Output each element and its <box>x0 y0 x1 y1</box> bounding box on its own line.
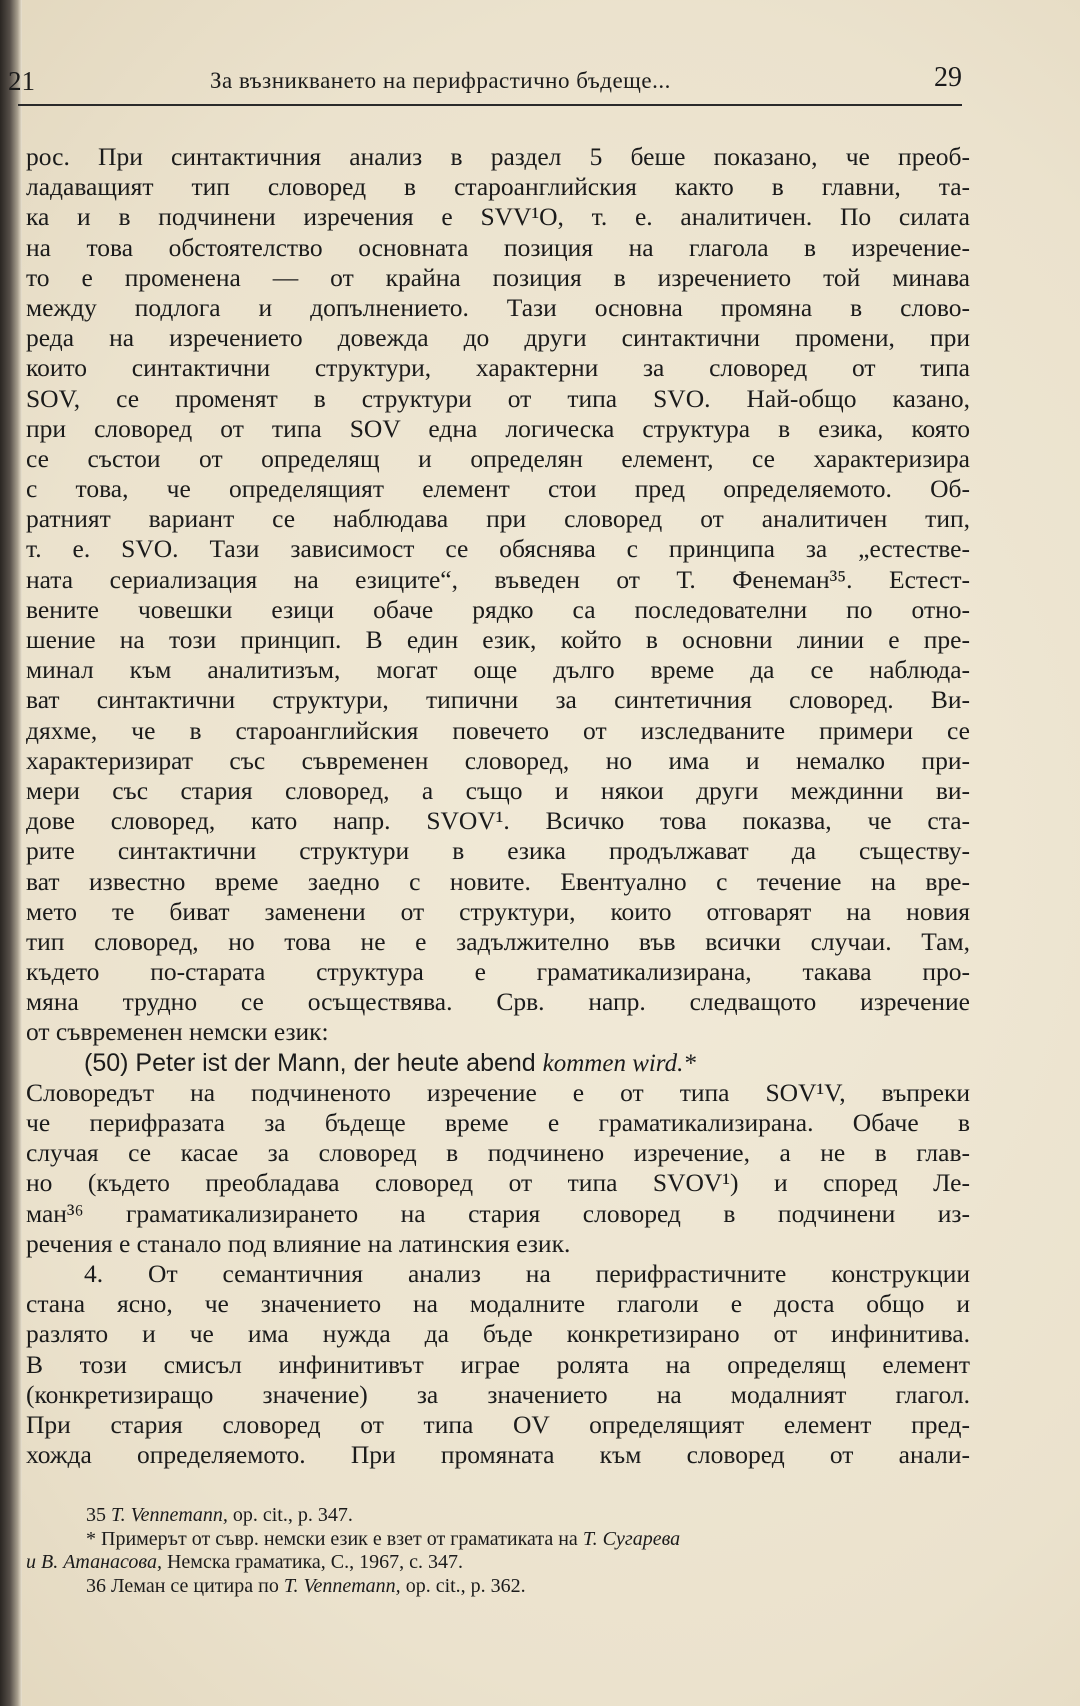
text-line: дове словоред, като напр. SVOV¹. Всичко това показва, че ста- <box>26 806 970 836</box>
text-line: ната сериализация на езиците“, въведен от Т. Фенеман³⁵. Естест- <box>26 564 970 594</box>
text-line: но (където преобладава словоред от типа SVOV¹) и според Ле- <box>26 1168 970 1198</box>
text-line: ват синтактични структури, типични за синтетичния словоред. Ви- <box>26 685 970 715</box>
footnote-author: Т. Сугарева <box>582 1527 681 1550</box>
text-line: тип словоред, но това не е задължително във всички случаи. Там, <box>26 926 970 956</box>
footnote-text: op. cit., p. 347. <box>232 1504 353 1526</box>
text-line: стана ясно, че значението на модалните глаголи е доста общо и <box>26 1289 970 1319</box>
text-line: хожда определяемото. При промяната към словоред от анали- <box>26 1440 970 1470</box>
text-line: реда на изречението довежда до други синтактични промени, при <box>26 323 970 353</box>
text-line: то е променена — от крайна позиция в изречението той минава <box>26 262 970 292</box>
text-line: на това обстоятелство основната позиция на глагола в изречение- <box>26 232 970 262</box>
running-header <box>0 58 960 102</box>
footnote-number: 35 <box>86 1504 106 1526</box>
text-line: ман³⁶ граматикализирането на стария словоред в подчинени из- <box>26 1198 970 1228</box>
footnote-author: T. Vennemann, <box>111 1504 228 1526</box>
example-italic: kommen wird.* <box>542 1049 696 1077</box>
book-spine-shadow <box>0 0 22 1706</box>
example-number: (50) <box>84 1048 129 1077</box>
text-line: мери със стария словоред, а също и някои други междинни ви- <box>26 775 970 805</box>
text-line: рос. При синтактичния анализ в раздел 5 беше показано, че преоб- <box>26 142 970 171</box>
text-line: където по-старата структура е граматикализирана, такава про- <box>26 957 970 987</box>
running-title: За възникването на перифрастично бъдеще... <box>210 68 671 93</box>
text-line: разлято и че има нужда да бъде конкретизирано от инфинитива. <box>26 1319 970 1349</box>
text-line: се състои от определящ и определян елемент, се характеризира <box>26 443 970 473</box>
footnote-text: op. cit., p. 362. <box>405 1574 526 1597</box>
text-line: вените човешки езици обаче рядко са последователни по отно- <box>26 594 970 624</box>
footnotes <box>26 1504 986 1598</box>
text-line: SOV, се променят в структури от типа SVO. Най-общо казано, <box>26 383 970 413</box>
example-50 <box>26 1048 970 1078</box>
text-line: от съвременен немски език: <box>26 1017 329 1047</box>
footnote-text: Немска граматика, С., 1967, с. 347. <box>166 1551 464 1573</box>
text-line: мяна трудно се осъществява. Срв. напр. следващото изречение <box>26 987 970 1017</box>
footnote-35 <box>26 1504 986 1528</box>
footnote-36 <box>26 1575 986 1599</box>
paragraph-4-start: 4. От семантичния анализ на перифрастичните конструкции <box>84 1258 970 1288</box>
text-line: т. е. SVO. Тази зависимост се обяснява с принципа за „естестве- <box>26 534 970 564</box>
text-line: ка и в подчинени изречения е SVV¹O, т. е. аналитичен. По силата <box>26 202 970 232</box>
text-line: дяхме, че в староанглийския повечето от изследваните примери се <box>26 715 970 745</box>
text-line: които синтактични структури, характерни за словоред от типа <box>26 353 970 383</box>
text-line: В този смисъл инфинитивът играе ролята на определящ елемент <box>26 1349 970 1379</box>
text-line: че перифразата за бъдеще време е граматикализирана. Обаче в <box>26 1108 970 1137</box>
header-rule <box>18 104 962 106</box>
text-line: характеризират със съвременен словоред, но има и немалко при- <box>26 745 970 775</box>
text-line: ват известно време заедно с новите. Евентуално с течение на вре- <box>26 866 970 896</box>
text-line: при словоред от типа SOV една логическа структура в езика, която <box>26 413 970 443</box>
previous-page-fragment: 21 <box>8 66 35 96</box>
text-line: речения е станало под влияние на латинския език. <box>26 1228 571 1258</box>
example-text: Peter ist der Mann, der heute abend <box>135 1048 536 1077</box>
footnote-star-cont <box>26 1551 986 1575</box>
text-line: мето те биват заменени от структури, които отговарят на новия <box>26 896 970 926</box>
text-line: Словоредът на подчиненото изречение е от типа SOV¹V, въпреки <box>26 1077 970 1107</box>
text-line: минал към аналитизъм, могат още дълго време да се наблюда- <box>26 655 970 685</box>
footnote-star <box>26 1528 986 1552</box>
page-number: 29 <box>934 62 962 93</box>
text-line: между подлога и допълнението. Тази основна промяна в слово- <box>26 292 970 322</box>
text-line: рите синтактични структури в езика продължават да съществу- <box>26 836 970 866</box>
text-line: с това, че определящият елемент стои пред определяемото. Об- <box>26 474 970 504</box>
main-text <box>26 142 970 1470</box>
footnote-author: T. Vennemann, <box>283 1574 401 1597</box>
text-line: ладаващият тип словоред в староанглийския както в главни, та- <box>26 172 970 202</box>
text-line: ратният вариант се наблюдава при словоред от аналитичен тип, <box>26 504 970 534</box>
footnote-text: Леман се цитира по <box>111 1574 279 1597</box>
text-line: (конкретизиращо значение) за значението на модалният глагол. <box>26 1379 970 1409</box>
text-line: случая се касае за словоред в подчинено изречение, а не в глав- <box>26 1138 970 1168</box>
footnote-text: * Примерът от съвр. немски език е взет от граматиката на <box>86 1527 578 1550</box>
footnote-number: 36 <box>86 1574 106 1597</box>
footnote-author: и В. Атанасова, <box>26 1551 162 1573</box>
text-line: шение на този принцип. В един език, който в основни линии е пре- <box>26 625 970 654</box>
text-line: При стария словоред от типа OV определящият елемент пред- <box>26 1409 970 1439</box>
